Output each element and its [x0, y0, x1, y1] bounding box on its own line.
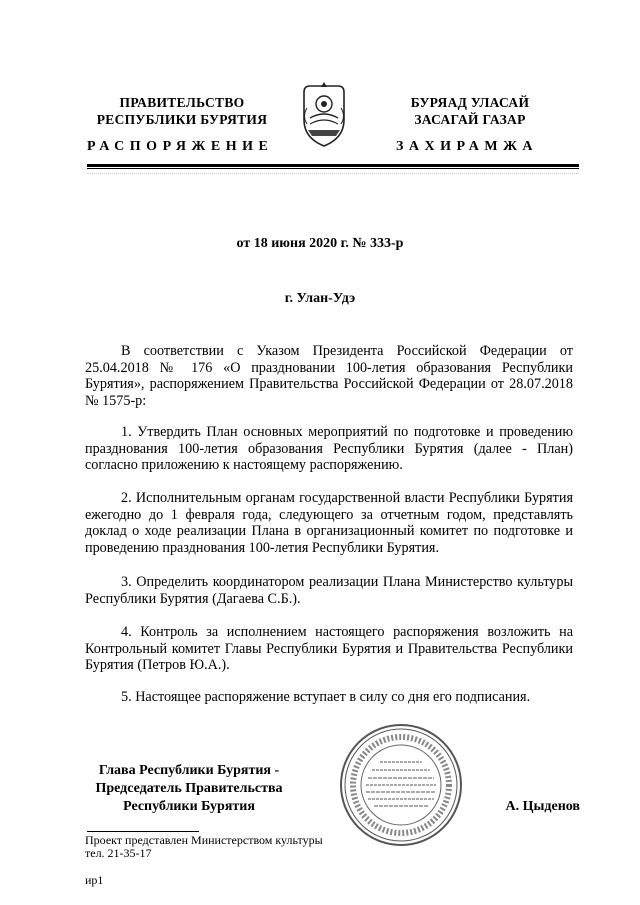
paragraph-3: 3. Определить координатором реализации Плана Министерство культуры Республики Бурятия (Дагаева С.Б.). [85, 574, 573, 607]
official-seal-icon [338, 722, 464, 848]
doc-type-left: РАСПОРЯЖЕНИЕ [87, 139, 274, 154]
signatory-title-line3: Республики Бурятия [123, 799, 255, 814]
signatory-name: А. Цыденов [505, 799, 580, 814]
paragraph-5: 5. Настоящее распоряжение вступает в силу со дня его подписания. [121, 689, 531, 705]
footer-note [85, 834, 323, 860]
paragraph-4: 4. Контроль за исполнением настоящего распоряжения возложить на Контрольный комитет Главы Республики Бурятия и Правительства Республики Бурятия (Петров Ю.А.). [85, 624, 573, 673]
footer-phone: тел. 21-35-17 [85, 846, 152, 860]
header-left [87, 94, 277, 128]
header-left-line1: ПРАВИТЕЛЬСТВО [119, 95, 245, 110]
header-right-line1: БУРЯАД УЛАСАЙ [410, 95, 530, 110]
header-rule-thin [87, 168, 579, 169]
footer-rule [87, 831, 199, 832]
footer-code: ир1 [85, 873, 104, 887]
coat-of-arms-icon [298, 78, 350, 150]
paragraph-preamble: В соответствии с Указом Президента Российской Федерации от 25.04.2018 № 176 «О праздновании 100-летия образования Республики Бурятия», распоряжением Правительства Российской Федерации от 28.07.2018 № 1575-р: [85, 343, 573, 409]
signatory-title [84, 762, 294, 816]
city: г. Улан-Удэ [284, 291, 356, 306]
doc-type-right: ЗАХИРАМЖА [396, 139, 539, 154]
header-left-line2: РЕСПУБЛИКИ БУРЯТИЯ [96, 112, 268, 127]
signatory-title-line1: Глава Республики Бурятия - [98, 763, 280, 778]
paragraph-2: 2. Исполнительным органам государственной власти Республики Бурятия ежегодно до 1 февраля года, следующего за отчетным годом, представлять доклад о ходе реализации Плана в организационный комитет по подготовке и проведению празднования 100-летия Республики Бурятия. [85, 490, 573, 556]
date-number: от 18 июня 2020 г. № 333-р [236, 236, 404, 251]
header-rule-thick [87, 164, 579, 167]
header-right [375, 94, 565, 128]
signatory-title-line2: Председатель Правительства [95, 781, 283, 796]
header-dotted-line [87, 173, 579, 176]
header-right-line2: ЗАСАГАЙ ГАЗАР [414, 112, 526, 127]
paragraph-1: 1. Утвердить План основных мероприятий по подготовке и проведению празднования 100-летия образования Республики Бурятия (далее - План) согласно приложению к настоящему распоряжению. [85, 424, 573, 473]
footer-author: Проект представлен Министерством культуры [85, 833, 323, 847]
